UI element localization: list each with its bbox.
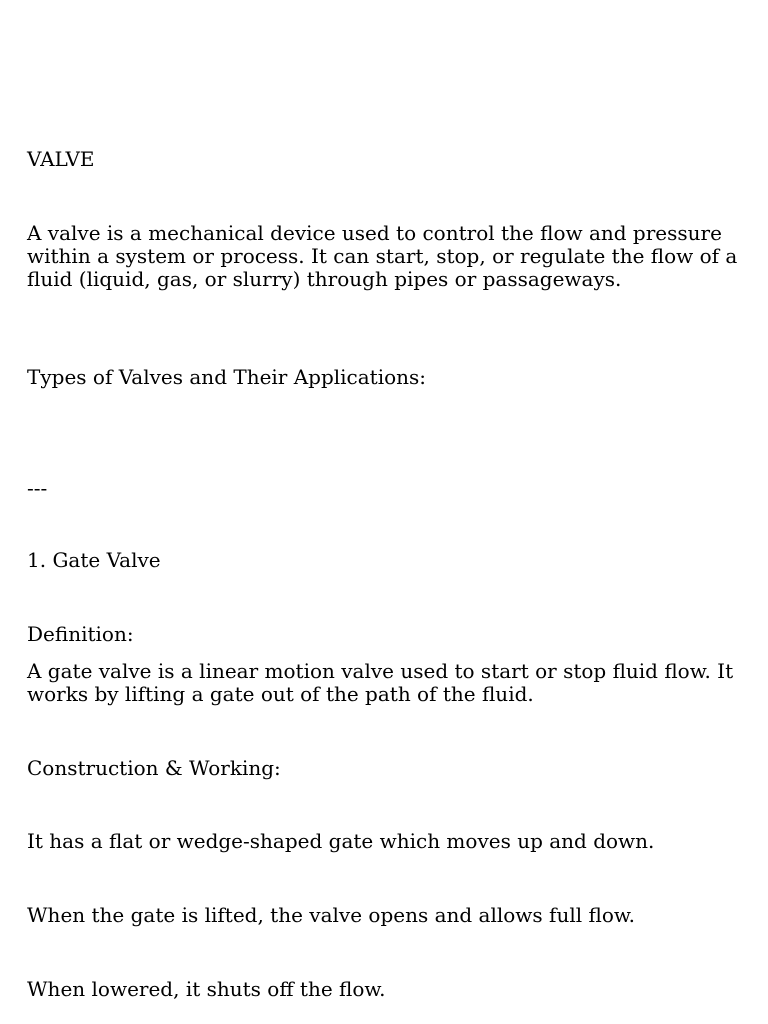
document-page [27, 0, 742, 1024]
types-heading: Types of Valves and Their Applications: [27, 365, 427, 389]
intro-paragraph: A valve is a mechanical device used to control the flow and pressure within a system or process. It can start, stop, or regulate the flow of a fluid (liquid, gas, or slurry) through pipes or passageways. [27, 221, 738, 291]
section-separator: --- [27, 476, 48, 500]
gate-valve-heading: 1. Gate Valve [27, 548, 161, 572]
construction-point: When the gate is lifted, the valve opens and allows full flow. [27, 903, 635, 927]
definition-text: A gate valve is a linear motion valve used to start or stop fluid flow. It works by lifting a gate out of the path of the fluid. [27, 659, 734, 706]
definition-label: Definition: [27, 622, 134, 646]
construction-point: When lowered, it shuts off the flow. [27, 977, 386, 1001]
construction-point: It has a flat or wedge-shaped gate which moves up and down. [27, 829, 655, 853]
construction-label: Construction & Working: [27, 756, 281, 780]
document-title: VALVE [27, 147, 95, 171]
